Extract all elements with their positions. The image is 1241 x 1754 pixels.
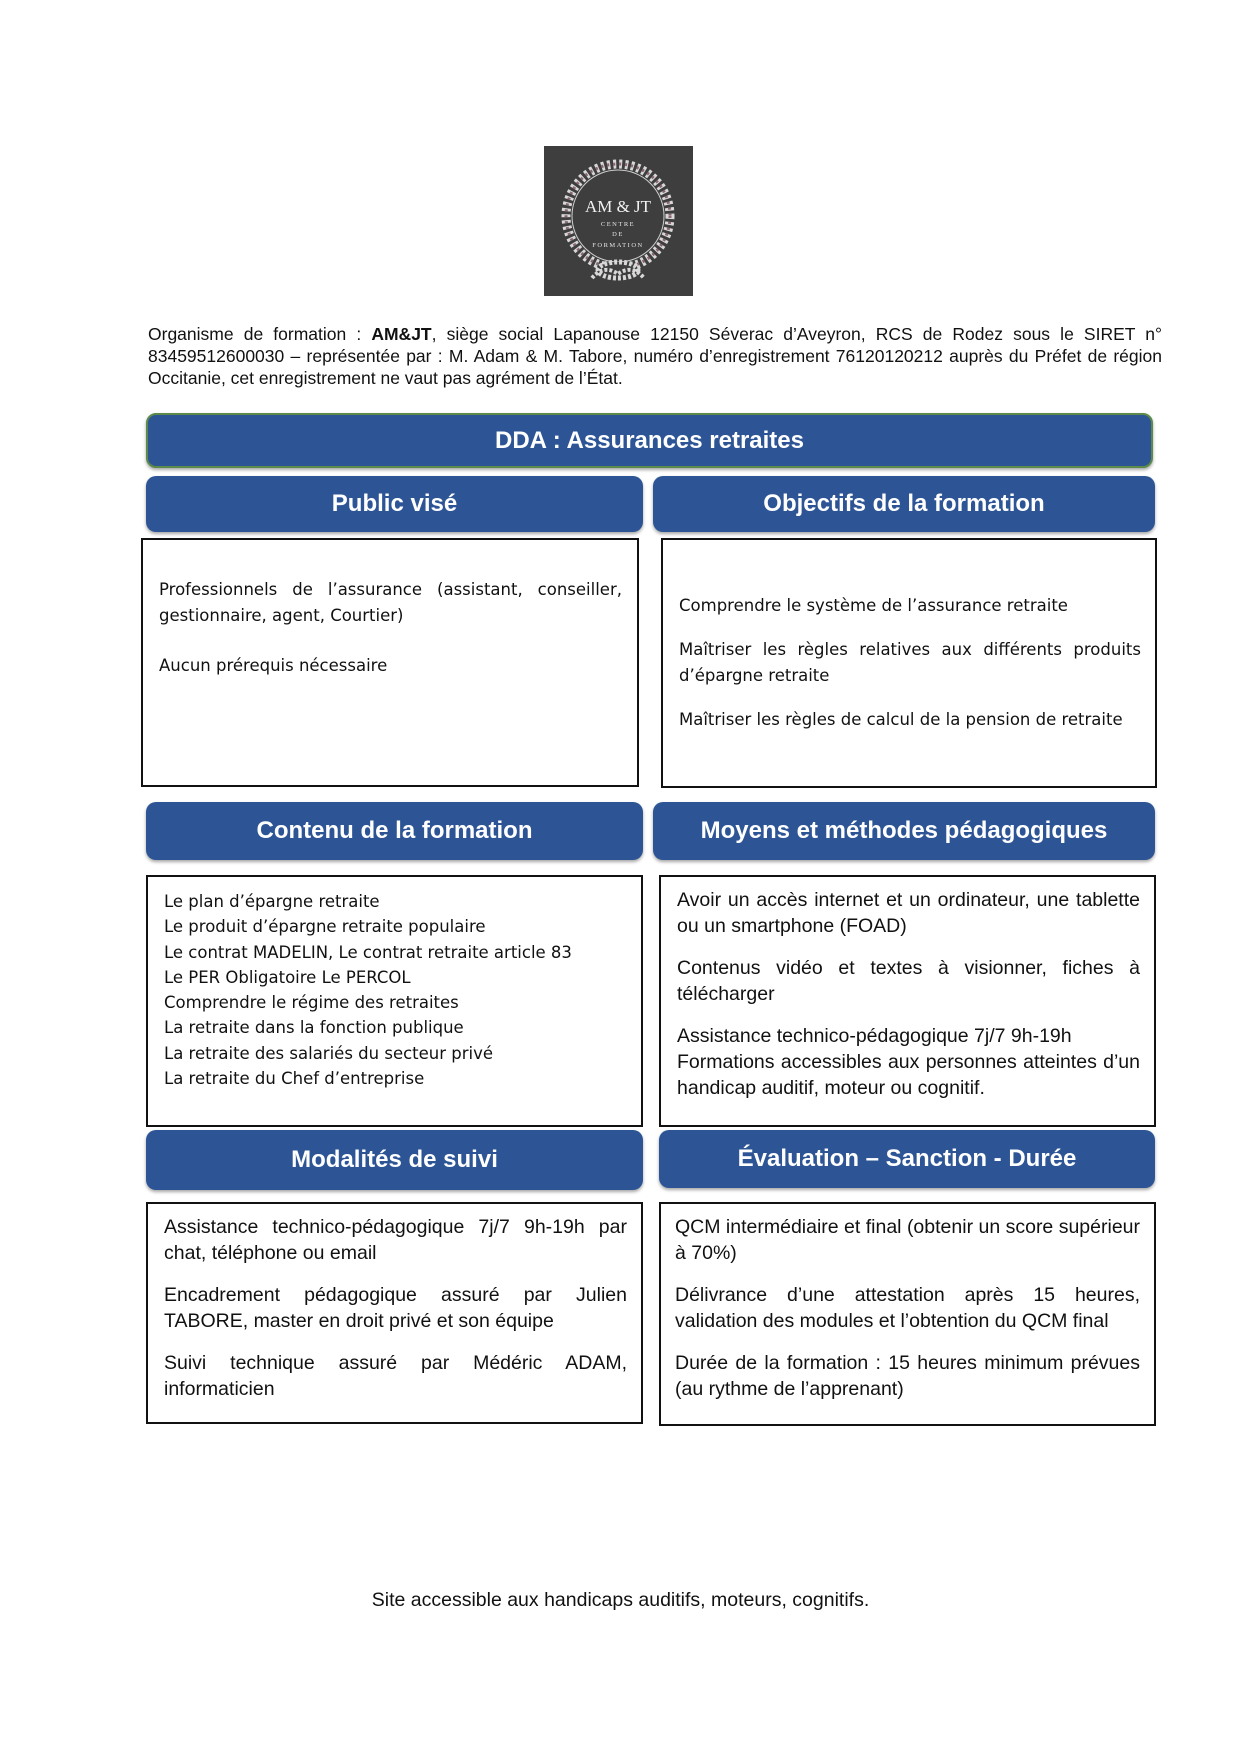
box-evaluation [659, 1202, 1156, 1426]
public-paragraph: Professionnels de l’assurance (assistant, conseiller, gestionnaire, agent, Courtier) [159, 580, 622, 625]
organization-info [148, 323, 1162, 389]
objectif-paragraph: Maîtriser les règles de calcul de la pension de retraite [679, 710, 1123, 729]
logo-line1: AM & JT [584, 197, 652, 216]
suivi-paragraph: Assistance technico-pédagogique 7j/7 9h-19h par chat, téléphone ou email [164, 1216, 627, 1264]
evaluation-paragraph: Délivrance d’une attestation après 15 heures, validation des modules et l’obtention du QCM final [675, 1284, 1140, 1332]
contenu-item: Le PER Obligatoire Le PERCOL [164, 967, 411, 987]
box-public [141, 538, 639, 787]
evaluation-paragraph: Durée de la formation : 15 heures minimum prévues (au rythme de l’apprenant) [675, 1352, 1140, 1400]
box-suivi [146, 1202, 643, 1424]
suivi-paragraph: Suivi technique assuré par Médéric ADAM, informaticien [164, 1352, 627, 1400]
public-paragraph: Aucun prérequis nécessaire [159, 656, 388, 675]
objectif-paragraph: Maîtriser les règles relatives aux différents produits d’épargne retraite [679, 640, 1141, 685]
contenu-item: La retraite dans la fonction publique [164, 1018, 464, 1038]
moyens-paragraph: Contenus vidéo et textes à visionner, fiches à télécharger [677, 957, 1140, 1005]
evaluation-paragraph: QCM intermédiaire et final (obtenir un score supérieur à 70%) [675, 1216, 1140, 1264]
logo-emblem [544, 146, 693, 296]
contenu-item: Le plan d’épargne retraite [164, 892, 380, 911]
organization-name: AM&JT [371, 324, 432, 344]
contenu-item: Le produit d’épargne retraite populaire [164, 917, 486, 937]
moyens-paragraph: Assistance technico-pédagogique 7j/7 9h-19h [677, 1025, 1072, 1047]
contenu-item: La retraite du Chef d’entreprise [164, 1069, 425, 1089]
intro-text: , siège social Lapanouse 12150 Séverac d’Aveyron, RCS de Rodez sous le SIRET n° 83459512600030 – représentée par : M. Adam & M. Tabore, numéro d’enregistrement 76120120212 auprès du Préfet de région Occitanie, cet enregistrement ne vaut pas agrément de l’État. [148, 324, 1162, 388]
objectif-paragraph: Comprendre le système de l’assurance retraite [679, 596, 1068, 615]
accessibility-footer: Site accessible aux handicaps auditifs, moteurs, cognitifs. [371, 1589, 870, 1611]
heading-contenu: Contenu de la formation [146, 802, 643, 860]
logo-line3: DE [612, 231, 624, 238]
logo-line4: FORMATION [592, 242, 644, 249]
contenu-item: Le contrat MADELIN, Le contrat retraite article 83 [164, 942, 572, 962]
heading-public: Public visé [146, 476, 643, 532]
intro-prefix: Organisme de formation : [148, 324, 372, 344]
box-objectifs [661, 538, 1157, 788]
heading-moyens: Moyens et méthodes pédagogiques [653, 802, 1155, 860]
contenu-item: La retraite des salariés du secteur privé [164, 1043, 494, 1063]
heading-evaluation: Évaluation – Sanction - Durée [659, 1130, 1155, 1188]
heading-objectifs: Objectifs de la formation [653, 476, 1155, 532]
heading-suivi: Modalités de suivi [146, 1130, 643, 1190]
logo [544, 146, 693, 296]
page-title: DDA : Assurances retraites [146, 413, 1153, 468]
moyens-paragraph: Avoir un accès internet et un ordinateur, une tablette ou un smartphone (FOAD) [677, 889, 1140, 937]
logo-line2: CENTRE [600, 221, 636, 228]
box-moyens [659, 875, 1156, 1127]
moyens-paragraph: Formations accessibles aux personnes atteintes d’un handicap auditif, moteur ou cognitif. [677, 1051, 1140, 1099]
suivi-paragraph: Encadrement pédagogique assuré par Julien TABORE, master en droit privé et son équipe [164, 1284, 627, 1332]
box-contenu [146, 875, 643, 1127]
contenu-item: Comprendre le régime des retraites [164, 993, 459, 1013]
